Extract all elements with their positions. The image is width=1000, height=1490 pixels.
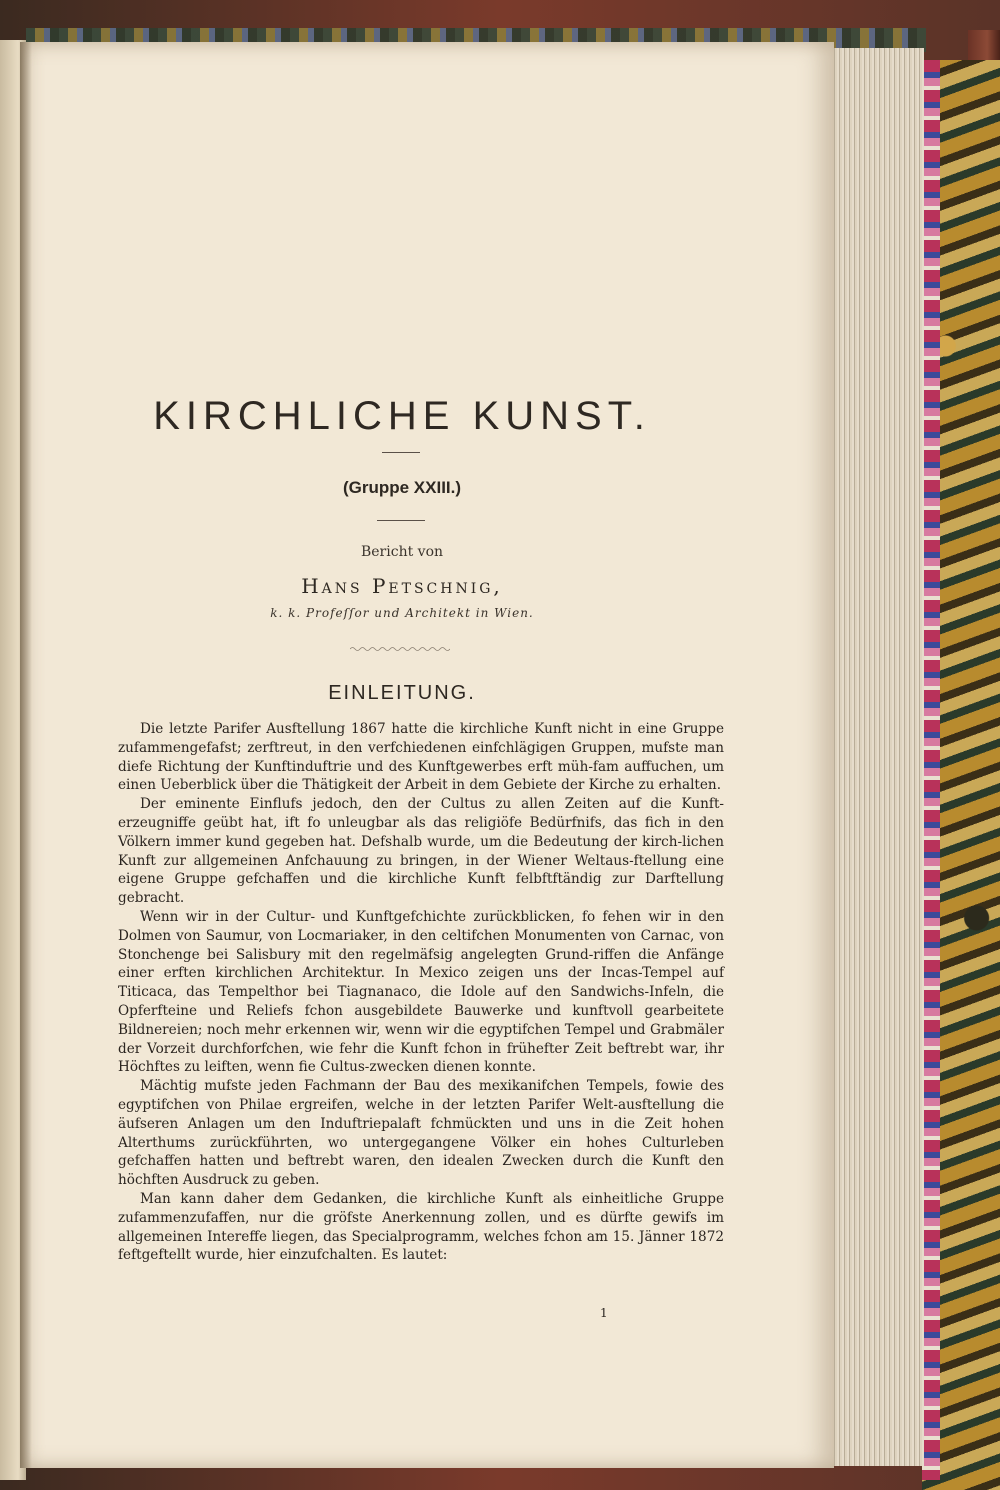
- title-divider: [382, 452, 420, 453]
- marbled-page-edge: [922, 60, 940, 1480]
- section-heading: EINLEITUNG.: [328, 682, 476, 704]
- book-page: [22, 42, 834, 1468]
- paragraph-4: Mächtig mufste jeden Fachmann der Bau des mexikanifchen Tempels, fowie des egyptifchen von Philae ergreifen, welche in der letzten Parifer Welt-ausftellung die äufseren Anlagen um den Induftriepalaft fchmückten und uns in die Zeit hohen Alterthums zurückführten, wo untergegangene Völker ein hohes Culturleben gefchaffen hatten und beftrebt waren, den idealen Zwecken durch die Kunft den höchften Ausdruck zu geben.: [118, 1078, 724, 1189]
- paragraph-3: Wenn wir in der Cultur- und Kunftgefchichte zurückblicken, fo fehen wir in den Dolmen von Saumur, von Locmariaker, in den celtifchen Monumenten von Carnac, von Stonchenge bei Salisbury mit den regelmäfsig angelegten Grund-riffen die Anfänge einer erften kirchlichen Architektur. In Mexico zeigen uns der Incas-Tempel auf Titicaca, das Tempelthor bei Tiagnanaco, die Idole auf den Sandwichs-Infeln, die Opferfteine und Reliefs fchon ausgebildete Bauwerke und kunftvoll gearbeitete Bildnereien; noch mehr erkennen wir, wenn wir die egyptifchen Tempel und Grabmäler der Vorzeit durchforfchen, wie fehr die Kunft fchon in frühefter Zeit beftrebt war, ihr Höchftes zu leiften, wenn fie Cultus-zwecken dienen konnte.: [118, 908, 724, 1076]
- page-block-edges: [832, 48, 924, 1466]
- report-by-label: Bericht von: [360, 544, 444, 560]
- paragraph-1: Die letzte Parifer Ausftellung 1867 hatte die kirchliche Kunft nicht in eine Gruppe zufammengefafst; zerftreut, in den verfchiedenen einfchlägigen Gruppen, mufste man diefe Richtung der Kunftinduftrie und des Kunftgewerbes erft müh-fam auffuchen, um einen Ueberblick über die Thätigkeit der Arbeit in dem Gebiete der Kirche zu erhalten.: [118, 721, 724, 794]
- paragraph-5: Man kann daher dem Gedanken, die kirchliche Kunft als einheitliche Gruppe zufammenzufaffen, nur die gröfste Anerkennung zollen, und es dürfte gewifs im allgemeinen Intereffe liegen, das Specialprogramm, welches fchon am 15. Jänner 1872 feftgeftellt wurde, hier einzufchalten. Es lautet:: [118, 1190, 724, 1264]
- group-label: (Gruppe XXIII.): [342, 478, 462, 497]
- wavy-ornament: [350, 646, 450, 652]
- body-text: [118, 720, 724, 1265]
- group-divider: [377, 520, 425, 521]
- page-gutter-shadow: [20, 42, 32, 1468]
- author-name: Hans Petschnig,: [301, 574, 503, 598]
- page-title: KIRCHLICHE KUNST.: [153, 394, 651, 438]
- author-role: k. k. Profeſſor und Architekt in Wien.: [270, 606, 534, 620]
- paragraph-2: Der eminente Einflufs jedoch, den der Cultus zu allen Zeiten auf die Kunft-erzeugniffe geübt hat, ift fo unleugbar als das religiöfe Bedürfnifs, das fich in den Völkern immer kund gegeben hat. Defshalb wurde, um die Bedeutung der kirch-lichen Kunft zur allgemeinen Anfchauung zu bringen, in der Wiener Weltaus-ftellung eine eigene Gruppe gefchaffen und die kirchliche Kunft felbftftändig zur Darftellung gebracht.: [118, 796, 724, 907]
- page-number: 1: [600, 1306, 608, 1320]
